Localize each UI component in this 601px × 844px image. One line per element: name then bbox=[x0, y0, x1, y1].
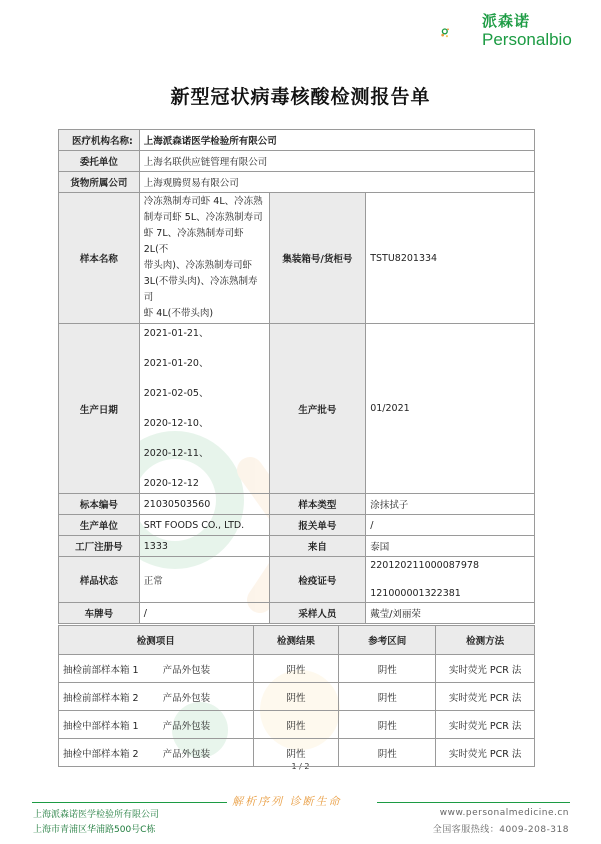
factory-reg-no-label: 工厂注册号 bbox=[59, 536, 140, 557]
result-item-name: 抽检中部样本箱 1 bbox=[63, 720, 139, 732]
production-date-item: 2021-01-21、 bbox=[143, 328, 209, 339]
result-item bbox=[59, 711, 254, 739]
sample-info-table bbox=[58, 129, 535, 624]
specimen-no-label: 标本编号 bbox=[59, 494, 140, 515]
declaration-no-label: 报关单号 bbox=[269, 515, 366, 536]
result-item-sub: 产品外包装 bbox=[162, 720, 211, 732]
table-row bbox=[59, 739, 535, 767]
container-no-label: 集装箱号/货柜号 bbox=[269, 193, 366, 324]
footer-slogan: 解析序列 诊断生命 bbox=[232, 795, 342, 808]
quarantine-cert-item: 220120211000087978 bbox=[370, 560, 479, 571]
sampler-value: 戴莹/刘丽荣 bbox=[366, 603, 535, 624]
result-reference: 阴性 bbox=[339, 711, 436, 739]
container-no-value: TSTU8201334 bbox=[366, 193, 535, 324]
plate-no-value: / bbox=[139, 603, 269, 624]
footer-company: 上海派森诺医学检验所有限公司 bbox=[33, 810, 160, 820]
producer-value: SRT FOODS CO., LTD. bbox=[139, 515, 269, 536]
sample-name-line: 3L(不带头肉)、冷冻熟制寿司 bbox=[143, 276, 258, 303]
result-method: 实时荧光 PCR 法 bbox=[436, 655, 535, 683]
sample-name-line: 冷冻熟制寿司虾 4L、冷冻熟 bbox=[143, 196, 263, 207]
footer-address: 上海市青浦区华浦路500号C栋 bbox=[33, 825, 156, 835]
sample-state-label: 样品状态 bbox=[59, 557, 140, 603]
cargo-owner-label: 货物所属公司 bbox=[59, 172, 140, 193]
result-reference: 阴性 bbox=[339, 683, 436, 711]
production-date-item: 2020-12-11、 bbox=[143, 448, 209, 459]
production-date-item: 2021-02-05、 bbox=[143, 388, 209, 399]
production-date-item: 2020-12-12 bbox=[143, 478, 199, 489]
footer-website: www.personalmedicine.cn bbox=[439, 808, 569, 818]
sampler-label: 采样人员 bbox=[269, 603, 366, 624]
quarantine-cert-item: 121000001322381 bbox=[370, 588, 461, 599]
result-item-sub: 产品外包装 bbox=[162, 664, 211, 676]
footer-divider bbox=[32, 802, 570, 803]
results-header-result: 检测结果 bbox=[253, 626, 339, 655]
sample-name-line: 虾 7L、冷冻熟制寿司虾 2L(不 bbox=[143, 228, 244, 255]
footer-hotline: 全国客服热线：4009-208-318 bbox=[432, 825, 569, 835]
result-item bbox=[59, 683, 254, 711]
result-method: 实时荧光 PCR 法 bbox=[436, 739, 535, 767]
table-row bbox=[59, 655, 535, 683]
results-table bbox=[58, 625, 535, 767]
sample-name-label: 样本名称 bbox=[59, 193, 140, 324]
personalbio-logo-icon bbox=[440, 12, 480, 54]
entrusting-unit-label: 委托单位 bbox=[59, 151, 140, 172]
production-date-value bbox=[139, 324, 269, 494]
sample-type-label: 样本类型 bbox=[269, 494, 366, 515]
result-item-sub: 产品外包装 bbox=[162, 748, 211, 760]
result-item bbox=[59, 739, 254, 767]
factory-reg-no-value: 1333 bbox=[139, 536, 269, 557]
result-reference: 阴性 bbox=[339, 739, 436, 767]
result-item-name: 抽检前部样本箱 2 bbox=[63, 692, 139, 704]
plate-no-label: 车牌号 bbox=[59, 603, 140, 624]
declaration-no-value: / bbox=[366, 515, 535, 536]
result-value: 阴性 bbox=[253, 683, 339, 711]
sample-state-value: 正常 bbox=[139, 557, 269, 603]
origin-label: 来自 bbox=[269, 536, 366, 557]
sample-name-value bbox=[139, 193, 269, 324]
quarantine-cert-label: 检疫证号 bbox=[269, 557, 366, 603]
result-value: 阴性 bbox=[253, 655, 339, 683]
institution-label: 医疗机构名称: bbox=[59, 130, 140, 151]
batch-no-label: 生产批号 bbox=[269, 324, 366, 494]
report-title: 新型冠状病毒核酸检测报告单 bbox=[170, 86, 431, 108]
sample-name-line: 制寿司虾 5L、冷冻熟制寿司 bbox=[143, 212, 263, 223]
result-item-name: 抽检中部样本箱 2 bbox=[63, 748, 139, 760]
table-row bbox=[59, 711, 535, 739]
cargo-owner-value: 上海观腾贸易有限公司 bbox=[139, 172, 534, 193]
quarantine-cert-value bbox=[366, 557, 535, 603]
result-method: 实时荧光 PCR 法 bbox=[436, 711, 535, 739]
producer-label: 生产单位 bbox=[59, 515, 140, 536]
table-row bbox=[59, 683, 535, 711]
results-header-item: 检测项目 bbox=[59, 626, 254, 655]
result-value: 阴性 bbox=[253, 739, 339, 767]
production-date-item: 2021-01-20、 bbox=[143, 358, 209, 369]
results-header-method: 检测方法 bbox=[436, 626, 535, 655]
sample-type-value: 涂抹拭子 bbox=[366, 494, 535, 515]
specimen-no-value: 21030503560 bbox=[139, 494, 269, 515]
result-method: 实时荧光 PCR 法 bbox=[436, 683, 535, 711]
sample-name-line: 带头肉)、冷冻熟制寿司虾 bbox=[143, 260, 252, 271]
sample-name-line: 虾 4L(不带头肉) bbox=[143, 308, 214, 319]
institution-value: 上海派森诺医学检验所有限公司 bbox=[139, 130, 534, 151]
origin-value: 泰国 bbox=[366, 536, 535, 557]
results-header-reference: 参考区间 bbox=[339, 626, 436, 655]
result-item-name: 抽检前部样本箱 1 bbox=[63, 664, 139, 676]
result-item bbox=[59, 655, 254, 683]
page-number: 1 / 2 bbox=[291, 762, 310, 771]
production-date-label: 生产日期 bbox=[59, 324, 140, 494]
logo-english-name: Personalbio bbox=[482, 30, 572, 49]
batch-no-value: 01/2021 bbox=[366, 324, 535, 494]
entrusting-unit-value: 上海名联供应链管理有限公司 bbox=[139, 151, 534, 172]
result-item-sub: 产品外包装 bbox=[162, 692, 211, 704]
result-value: 阴性 bbox=[253, 711, 339, 739]
result-reference: 阴性 bbox=[339, 655, 436, 683]
production-date-item: 2020-12-10、 bbox=[143, 418, 209, 429]
logo-chinese-name: 派森诺 bbox=[482, 12, 531, 30]
